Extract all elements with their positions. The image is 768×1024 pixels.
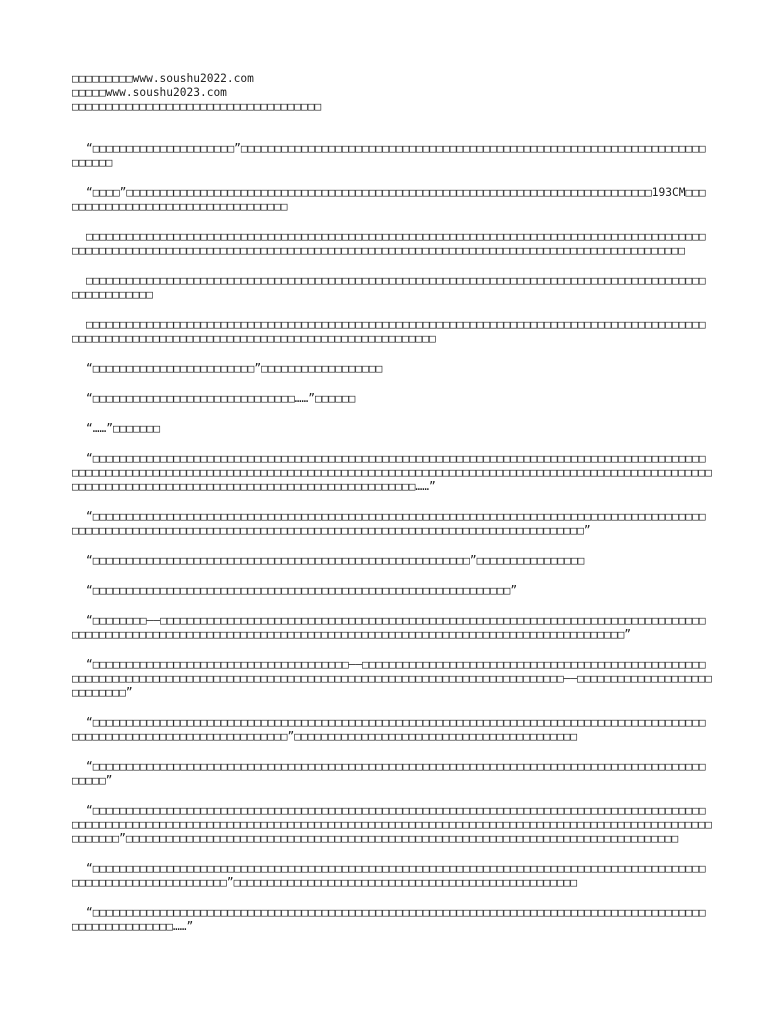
paragraph: “□□□□□□□□——□□□□□□□□□□□□□□□□□□□□□□□□□□□□□□□□□□□□□□□□□□□□□□□□□□□□□□□□□□□□□□□□□□□□□□□□□□□□□□□□□□□□□□□□□□□□□□□□□□□□□□□□□□□□□□□□□□□□□□□□□□□□□□□□□□□□□□□□□□□□□□□□□□□□□□□□□□□□□□□□□□□” — [72, 614, 706, 641]
paragraph: □□□□□□□□□□□□□□□□□□□□□□□□□□□□□□□□□□□□□□□□□□□□□□□□□□□□□□□□□□□□□□□□□□□□□□□□□□□□□□□□□□□□□□□□□□□□□□□□□□□□□□□□□□□□□□□□□□□□□□□□□□□□□□□□□□□□□□□□□□□□□□□□□□ — [72, 318, 706, 345]
source-notice-line: □□□□□□□□□□□□□□□□□□□□□□□□□□□□□□□□□□□□□ — [72, 100, 322, 113]
paragraph: “□□□□□□□□□□□□□□□□□□□□□□□□□□□□□□□□□□□□□□□□□□□□□□□□□□□□□□□□□□□□□□□□□□□□□□□□□□□□□□□□□□□□□□□□□□□□□□□□” — [72, 760, 706, 787]
document-page — [72, 72, 712, 950]
paragraph: □□□□□□□□□□□□□□□□□□□□□□□□□□□□□□□□□□□□□□□□□□□□□□□□□□□□□□□□□□□□□□□□□□□□□□□□□□□□□□□□□□□□□□□□□□□□□□□□□□□□□□□□□□□□□□□□□□□□□□□□□□□□□□□□□□□□□□□□□□□□□□□□□□□□□□□□□□□□□□□□□□□□□□□□□□□□□□□□□□□□□□□ — [72, 230, 706, 257]
paragraph: “□□□□□□□□□□□□□□□□□□□□□□□□□□□□□□□□□□□□□□□□□□□□□□□□□□□□□□□□□□□□□□□□□□□□□□□□□□□□□□□□□□□□□□□□□□□□□□□□□□□□□□□□□□□□□□□□□□□□□□□□□□□□□□□□□□□□□□□□□□□□□□□□□□□□□□□□□□□□□□□□□□□□□□□” — [72, 510, 706, 537]
paragraph: “□□□□□□□□□□□□□□□□□□□□□□□□□□□□□□□□□□□□□□□□□□□□□□□□□□□□□□□□□□□□□□□□□□□□□□□□□□□□□□□□□□□□□□□□□□□□□□□□□□□□□□□□□□□□□□□□□□□□□□□□□□□□□□□□□□□□□□□□□□□□□□□□□□□□□□□□□□□□□□□□□□□□□□□□□□□□□□□□□□□□□□□□□□□□□□□□□”□□□□□□□□□□□□□□□□□□□□□□□□□□□□□□□□□□□□□□□□□□□□□□□□□□□□□□□□□□□□□□□□□□□□□□□□□□□□□□□□□□ — [72, 804, 712, 845]
paragraph: “□□□□□□□□□□□□□□□□□□□□□”□□□□□□□□□□□□□□□□□□□□□□□□□□□□□□□□□□□□□□□□□□□□□□□□□□□□□□□□□□□□□□□□□□□□□□□□□□□ — [72, 142, 706, 169]
story-body — [72, 142, 712, 934]
paragraph: “□□□□□□□□□□□□□□□□□□□□□□□□□□□□□□□□□□□□□□□□□□□□□□□□□□□□□□□□□□□□□□□□□□□□□□□□□□□□□□□□□□□□□□□□□□□□□□□□□□□□□□□□□□□□□□□□□□□□□□□□□□□□□□□□□□□□□□□□□□□□□□□□□□□□□□□□□□□□□□□□□□□□□□□□□□□□□□□□□□□□□□□□□□□□□□□□□□□□□□□□□□□□□□□□□□□□□□□□□□□□□□□□□□□□□□□□□□□□□……” — [72, 452, 712, 493]
source-url-line-1[interactable]: □□□□□□□□□www.soushu2022.com — [72, 72, 254, 85]
paragraph: “□□□□□□□□□□□□□□□□□□□□□□□□”□□□□□□□□□□□□□□□□□□ — [86, 362, 383, 375]
paragraph: “□□□□□□□□□□□□□□□□□□□□□□□□□□□□□□□□□□□□□□□□□□□□□□□□□□□□□□□□□□□□□□□□□□□□□□□□□□□□□□□□□□□□□□□□□□□□□□□□□□□□□□□□□□□□□□□□□□□□□□□□□□□”□□□□□□□□□□□□□□□□□□□□□□□□□□□□□□□□□□□□□□□□□□ — [72, 716, 706, 743]
paragraph: “□□□□□□□□□□□□□□□□□□□□□□□□□□□□□□□□□□□□□□□□□□□□□□□□□□□□□□□□□□□□□□□□□□□□□□□□□□□□□□□□□□□□□□□□□□□□□□□□□□□□□□□□□□……” — [72, 906, 706, 933]
paragraph: “□□□□□□□□□□□□□□□□□□□□□□□□□□□□□□□□□□□□□□□□□□□□□□□□□□□□□□□□□□□□□□” — [86, 584, 518, 597]
paragraph: “□□□□□□□□□□□□□□□□□□□□□□□□□□□□□□……”□□□□□□ — [86, 392, 356, 405]
paragraph: □□□□□□□□□□□□□□□□□□□□□□□□□□□□□□□□□□□□□□□□□□□□□□□□□□□□□□□□□□□□□□□□□□□□□□□□□□□□□□□□□□□□□□□□□□□□□□□□□□□□□□□□ — [72, 274, 706, 301]
source-url-line-2[interactable]: □□□□□www.soushu2023.com — [72, 86, 227, 99]
paragraph: “□□□□□□□□□□□□□□□□□□□□□□□□□□□□□□□□□□□□□□——□□□□□□□□□□□□□□□□□□□□□□□□□□□□□□□□□□□□□□□□□□□□□□□□□□□□□□□□□□□□□□□□□□□□□□□□□□□□□□□□□□□□□□□□□□□□□□□□□□□□□□□□□□□□□□□□□□□□□□□□□□□□——□□□□□□□□□□□□□□□□□□□□□□□□□□□□” — [72, 658, 712, 699]
paragraph: “□□□□□□□□□□□□□□□□□□□□□□□□□□□□□□□□□□□□□□□□□□□□□□□□□□□□□□□□”□□□□□□□□□□□□□□□□ — [86, 554, 585, 567]
paragraph: “……”□□□□□□□ — [86, 422, 161, 435]
paragraph: “□□□□”□□□□□□□□□□□□□□□□□□□□□□□□□□□□□□□□□□□□□□□□□□□□□□□□□□□□□□□□□□□□□□□□□□□□□□□□□□□□□□193CM□□□□□□□□□□□□□□□□□□□□□□□□□□□□□□□□□□□ — [72, 186, 706, 213]
paragraph: “□□□□□□□□□□□□□□□□□□□□□□□□□□□□□□□□□□□□□□□□□□□□□□□□□□□□□□□□□□□□□□□□□□□□□□□□□□□□□□□□□□□□□□□□□□□□□□□□□□□□□□□□□□□□□□□□□□”□□□□□□□□□□□□□□□□□□□□□□□□□□□□□□□□□□□□□□□□□□□□□□□□□□□ — [72, 862, 706, 889]
source-header — [72, 72, 712, 114]
